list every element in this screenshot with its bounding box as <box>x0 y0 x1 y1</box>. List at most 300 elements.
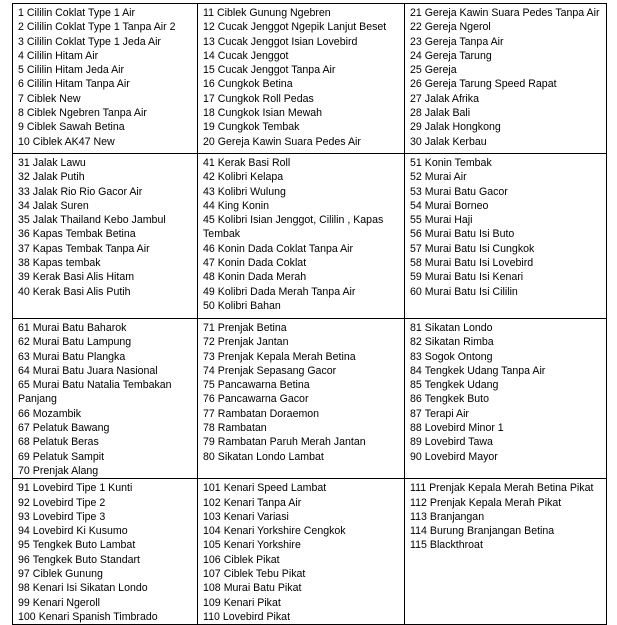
item-number: 54 <box>410 199 422 212</box>
item-title: Lovebird Tipe 2 <box>32 496 106 509</box>
item-number: 80 <box>203 450 215 463</box>
item-title: Murai Batu Isi Buto <box>424 228 515 241</box>
song-list-body <box>13 4 607 625</box>
item-number: 83 <box>410 350 422 363</box>
list-item <box>18 63 197 77</box>
item-title: Terapi Air <box>424 407 469 420</box>
list-item <box>18 596 197 610</box>
song-list-table <box>12 3 607 625</box>
list-item <box>203 335 404 349</box>
item-number: 46 <box>203 242 215 255</box>
list-item <box>410 77 606 91</box>
item-title: Jalak Suren <box>32 199 89 212</box>
item-title: Cungkok Roll Pedas <box>217 92 314 105</box>
item-title: Murai Batu Baharok <box>32 322 127 334</box>
item-title: Prenjak Jantan <box>217 336 289 349</box>
table-cell <box>198 154 405 319</box>
item-title: Gereja Kawin Suara Pedes Tanpa Air <box>424 7 600 19</box>
item-number: 7 <box>18 92 24 105</box>
list-item <box>410 285 606 299</box>
list-item <box>203 538 404 552</box>
item-title: Jalak Hongkong <box>424 121 501 134</box>
item-title: Kolibri Isian Jenggot, Cililin , Kapas Tembak <box>203 214 384 241</box>
list-item <box>18 378 197 407</box>
item-title: Ciblek Pikat <box>223 553 280 566</box>
list-item <box>18 481 197 495</box>
list-item <box>18 335 197 349</box>
list-item <box>18 407 197 421</box>
list-item <box>410 256 606 270</box>
item-title: Pancawarna Gacor <box>217 393 309 406</box>
list-item <box>410 270 606 284</box>
item-number: 61 <box>18 322 30 334</box>
list-item <box>203 20 404 34</box>
list-item <box>203 199 404 213</box>
item-title: Konin Tembak <box>424 157 492 169</box>
list-item <box>203 156 404 170</box>
list-item <box>18 464 197 478</box>
item-title: Gereja Ngerol <box>424 21 491 34</box>
list-item <box>203 77 404 91</box>
item-title: Cungkok Tembak <box>217 121 300 134</box>
item-number: 22 <box>410 21 422 34</box>
list-item <box>410 407 606 421</box>
item-title: Murai Air <box>424 171 467 184</box>
item-title: Gereja Tanpa Air <box>424 35 504 48</box>
item-number: 23 <box>410 35 422 48</box>
item-title: Kenari Tanpa Air <box>223 496 302 509</box>
list-item <box>410 185 606 199</box>
item-number: 92 <box>18 496 30 509</box>
item-title: Ciblek Gunung Ngebren <box>217 7 331 19</box>
list-item <box>18 510 197 524</box>
item-title: Ciblek Sawah Betina <box>26 121 125 134</box>
list-item <box>18 350 197 364</box>
item-number: 39 <box>18 271 30 284</box>
item-title: Pelatuk Beras <box>32 436 99 449</box>
item-number: 71 <box>203 322 215 334</box>
item-title: Cililin Hitam Jeda Air <box>26 64 125 77</box>
list-item <box>18 538 197 552</box>
item-number: 110 <box>203 610 220 623</box>
list-item <box>203 581 404 595</box>
item-title: Rambatan Doraemon <box>217 407 320 420</box>
item-number: 26 <box>410 78 422 91</box>
item-title: Kenari Speed Lambat <box>223 482 327 495</box>
item-number: 63 <box>18 350 30 363</box>
item-number: 101 <box>203 482 221 495</box>
item-number: 8 <box>18 107 24 120</box>
list-item <box>18 156 197 170</box>
item-number: 115 <box>410 539 427 552</box>
table-row <box>13 4 607 154</box>
item-title: Cililin Hitam Tanpa Air <box>26 78 130 91</box>
item-number: 59 <box>410 271 422 284</box>
list-item <box>410 170 606 184</box>
table-cell <box>198 479 405 625</box>
list-item <box>410 496 606 510</box>
item-number: 96 <box>18 553 30 566</box>
item-title: Jalak Kerbau <box>424 135 487 148</box>
list-item <box>410 335 606 349</box>
item-title: Murai Haji <box>424 214 473 227</box>
item-number: 27 <box>410 92 422 105</box>
item-title: Ciblek New <box>26 92 81 105</box>
item-title: Pancawarna Betina <box>217 379 310 392</box>
table-row <box>13 154 607 319</box>
item-title: Kenari Isi Sikatan Londo <box>32 582 148 595</box>
item-number: 73 <box>203 350 215 363</box>
list-item <box>203 364 404 378</box>
item-title: Kapas Tembak Tanpa Air <box>32 242 150 255</box>
list-item <box>203 510 404 524</box>
item-title: Kenari Spanish Timbrado <box>38 610 158 623</box>
list-item <box>18 496 197 510</box>
list-item <box>410 227 606 241</box>
item-title: Cililin Coklat Type 1 Tanpa Air 2 <box>26 21 176 34</box>
item-title: Sikatan Londo Lambat <box>217 450 324 463</box>
item-title: Kapas Tembak Betina <box>32 228 136 241</box>
item-title: Rambatan Paruh Merah Jantan <box>217 436 366 449</box>
item-number: 2 <box>18 21 24 34</box>
item-number: 37 <box>18 242 30 255</box>
list-item <box>203 185 404 199</box>
table-cell <box>13 4 198 154</box>
list-item <box>18 77 197 91</box>
item-number: 62 <box>18 336 30 349</box>
item-title: Cucak Jenggot <box>217 49 289 62</box>
item-title: Murai Batu Isi Cungkok <box>424 242 535 255</box>
list-item <box>18 421 197 435</box>
item-title: Konin Dada Coklat Tanpa Air <box>217 242 354 255</box>
item-number: 30 <box>410 135 422 148</box>
item-title: Murai Borneo <box>424 199 489 212</box>
item-number: 10 <box>18 135 30 148</box>
list-item <box>203 299 404 313</box>
list-item <box>203 270 404 284</box>
item-title: Cucak Jenggot Isian Lovebird <box>217 35 358 48</box>
item-title: Gereja Kawin Suara Pedes Air <box>217 135 361 148</box>
item-number: 65 <box>18 379 30 392</box>
list-item <box>203 421 404 435</box>
list-item <box>18 285 197 299</box>
item-title: Gereja <box>424 64 457 77</box>
list-item <box>18 35 197 49</box>
item-number: 102 <box>203 496 221 509</box>
item-number: 51 <box>410 157 422 169</box>
item-number: 77 <box>203 407 215 420</box>
list-item <box>203 35 404 49</box>
item-title: Mozambik <box>32 407 82 420</box>
list-item <box>410 156 606 170</box>
list-item <box>410 242 606 256</box>
list-item <box>18 49 197 63</box>
list-item <box>18 227 197 241</box>
item-number: 43 <box>203 185 215 198</box>
item-number: 100 <box>18 610 36 623</box>
item-number: 50 <box>203 299 215 312</box>
item-number: 79 <box>203 436 215 449</box>
item-title: Kolibri Dada Merah Tanpa Air <box>217 285 356 298</box>
item-title: Tengkek Buto Standart <box>32 553 140 566</box>
item-title: Rambatan <box>217 422 267 435</box>
list-item <box>410 538 606 552</box>
item-title: Murai Batu Pikat <box>223 582 302 595</box>
item-title: Jalak Rio Rio Gacor Air <box>32 185 143 198</box>
item-title: Jalak Afrika <box>424 92 479 105</box>
item-title: Prenjak Sepasang Gacor <box>217 364 337 377</box>
list-item <box>203 435 404 449</box>
item-title: Branjangan <box>429 510 485 523</box>
item-title: Kenari Ngeroll <box>32 596 100 609</box>
item-title: Jalak Bali <box>424 107 471 120</box>
item-number: 69 <box>18 450 30 463</box>
item-number: 70 <box>18 464 30 477</box>
item-title: Murai Batu Plangka <box>32 350 126 363</box>
item-title: Cililin Coklat Type 1 Air <box>26 7 136 19</box>
list-item <box>203 106 404 120</box>
list-item <box>18 270 197 284</box>
item-title: Blackthroat <box>429 539 483 552</box>
item-number: 76 <box>203 393 215 406</box>
item-number: 28 <box>410 107 422 120</box>
list-item <box>410 213 606 227</box>
list-item <box>410 106 606 120</box>
item-number: 5 <box>18 64 24 77</box>
table-row <box>13 479 607 625</box>
item-number: 93 <box>18 510 30 523</box>
item-number: 107 <box>203 568 221 581</box>
list-item <box>410 421 606 435</box>
item-number: 104 <box>203 525 221 538</box>
item-number: 112 <box>410 496 427 509</box>
list-item <box>203 481 404 495</box>
list-item <box>18 321 197 335</box>
item-title: Jalak Thailand Kebo Jambul <box>32 214 166 227</box>
item-title: Prenjak Betina <box>217 322 287 334</box>
item-title: Lovebird Ki Kusumo <box>32 525 128 538</box>
item-number: 97 <box>18 568 30 581</box>
item-title: Murai Batu Gacor <box>424 185 508 198</box>
item-title: Jalak Putih <box>32 171 85 184</box>
item-title: King Konin <box>217 199 270 212</box>
item-title: Prenjak Alang <box>32 464 99 477</box>
list-item <box>18 242 197 256</box>
item-number: 95 <box>18 539 30 552</box>
item-title: Lovebird Tipe 1 Kunti <box>32 482 133 495</box>
item-title: Kenari Yorkshire <box>223 539 301 552</box>
list-item <box>203 120 404 134</box>
item-number: 6 <box>18 78 24 91</box>
item-number: 24 <box>410 49 422 62</box>
item-number: 113 <box>410 510 427 523</box>
item-number: 11 <box>203 7 214 19</box>
item-number: 91 <box>18 482 30 495</box>
item-number: 1 <box>18 7 24 19</box>
item-title: Sikatan Londo <box>424 322 493 334</box>
list-item <box>18 581 197 595</box>
item-number: 47 <box>203 257 215 270</box>
item-number: 64 <box>18 364 30 377</box>
item-number: 45 <box>203 214 215 227</box>
item-number: 17 <box>203 92 215 105</box>
table-cell <box>405 154 607 319</box>
list-item <box>203 242 404 256</box>
list-item <box>18 6 197 20</box>
item-number: 90 <box>410 450 422 463</box>
table-cell <box>405 4 607 154</box>
list-item <box>18 185 197 199</box>
list-item <box>203 407 404 421</box>
list-item <box>410 35 606 49</box>
list-item <box>18 120 197 134</box>
list-item <box>203 321 404 335</box>
item-number: 41 <box>203 157 215 169</box>
item-title: Ciblek Ngebren Tanpa Air <box>26 107 147 120</box>
list-item <box>18 610 197 624</box>
item-title: Tengkek Udang Tanpa Air <box>424 364 546 377</box>
item-number: 81 <box>410 322 422 334</box>
list-item <box>18 256 197 270</box>
list-item <box>410 135 606 149</box>
item-number: 82 <box>410 336 422 349</box>
item-number: 38 <box>18 257 30 270</box>
item-number: 13 <box>203 35 215 48</box>
item-title: Gereja Tarung Speed Rapat <box>424 78 557 91</box>
item-number: 88 <box>410 422 422 435</box>
item-number: 29 <box>410 121 422 134</box>
item-number: 21 <box>410 7 422 19</box>
item-number: 109 <box>203 596 221 609</box>
item-number: 48 <box>203 271 215 284</box>
list-item <box>203 63 404 77</box>
list-item <box>203 256 404 270</box>
item-number: 12 <box>203 21 215 34</box>
item-title: Cungkok Isian Mewah <box>217 107 323 120</box>
item-number: 18 <box>203 107 215 120</box>
item-title: Ciblek Tebu Pikat <box>223 568 306 581</box>
list-item <box>203 378 404 392</box>
item-title: Konin Dada Coklat <box>217 257 307 270</box>
list-item <box>410 450 606 464</box>
list-item <box>203 213 404 242</box>
list-item <box>203 567 404 581</box>
list-item <box>410 199 606 213</box>
list-item <box>410 378 606 392</box>
list-item <box>410 510 606 524</box>
item-title: Cililin Coklat Type 1 Jeda Air <box>26 35 161 48</box>
item-number: 34 <box>18 199 30 212</box>
item-number: 98 <box>18 582 30 595</box>
item-number: 55 <box>410 214 422 227</box>
item-number: 36 <box>18 228 30 241</box>
item-title: Kerak Basi Roll <box>217 157 291 169</box>
list-item <box>203 553 404 567</box>
item-number: 75 <box>203 379 215 392</box>
item-title: Murai Batu Lampung <box>32 336 132 349</box>
item-title: Konin Dada Merah <box>217 271 307 284</box>
list-item <box>410 321 606 335</box>
item-title: Murai Batu Juara Nasional <box>32 364 158 377</box>
list-item <box>203 596 404 610</box>
item-title: Murai Batu Natalia Tembakan Panjang <box>18 379 172 406</box>
item-title: Lovebird Tipe 3 <box>32 510 106 523</box>
item-number: 72 <box>203 336 215 349</box>
item-number: 86 <box>410 393 422 406</box>
item-number: 68 <box>18 436 30 449</box>
list-item <box>410 524 606 538</box>
list-item <box>18 553 197 567</box>
item-title: Lovebird Tawa <box>424 436 493 449</box>
item-title: Kerak Basi Alis Putih <box>32 285 131 298</box>
item-title: Kenari Variasi <box>223 510 289 523</box>
list-item <box>203 135 404 149</box>
item-title: Murai Batu Isi Kenari <box>424 271 524 284</box>
item-number: 87 <box>410 407 422 420</box>
list-item <box>410 435 606 449</box>
list-item <box>18 199 197 213</box>
list-item <box>203 610 404 624</box>
item-title: Cililin Hitam Air <box>26 49 99 62</box>
item-number: 66 <box>18 407 30 420</box>
item-number: 3 <box>18 35 24 48</box>
item-title: Kolibri Bahan <box>217 299 281 312</box>
item-number: 42 <box>203 171 215 184</box>
item-number: 74 <box>203 364 215 377</box>
table-row <box>13 319 607 479</box>
table-cell <box>13 319 198 479</box>
item-title: Murai Batu Isi Cililin <box>424 285 518 298</box>
item-title: Tengkek Buto <box>424 393 489 406</box>
item-number: 99 <box>18 596 30 609</box>
item-number: 25 <box>410 64 422 77</box>
item-number: 4 <box>18 49 24 62</box>
item-number: 35 <box>18 214 30 227</box>
item-number: 33 <box>18 185 30 198</box>
item-number: 103 <box>203 510 221 523</box>
list-item <box>18 170 197 184</box>
item-title: Kolibri Wulung <box>217 185 286 198</box>
list-item <box>410 63 606 77</box>
list-item <box>410 350 606 364</box>
item-title: Burung Branjangan Betina <box>429 525 555 538</box>
item-number: 58 <box>410 257 422 270</box>
item-number: 85 <box>410 379 422 392</box>
list-item <box>203 49 404 63</box>
item-title: Murai Batu Isi Lovebird <box>424 257 534 270</box>
list-item <box>203 496 404 510</box>
list-item <box>410 92 606 106</box>
item-number: 60 <box>410 285 422 298</box>
list-item <box>203 170 404 184</box>
item-number: 32 <box>18 171 30 184</box>
item-number: 111 <box>410 482 427 495</box>
item-title: Kenari Yorkshire Cengkok <box>223 525 346 538</box>
item-title: Kerak Basi Alis Hitam <box>32 271 135 284</box>
item-title: Pelatuk Bawang <box>32 422 110 435</box>
item-number: 16 <box>203 78 215 91</box>
item-title: Sogok Ontong <box>424 350 493 363</box>
list-item <box>18 524 197 538</box>
item-title: Kolibri Kelapa <box>217 171 284 184</box>
table-cell <box>13 154 198 319</box>
item-number: 84 <box>410 364 422 377</box>
table-cell <box>198 319 405 479</box>
item-title: Cungkok Betina <box>217 78 293 91</box>
item-title: Prenjak Kepala Merah Pikat <box>429 496 562 509</box>
table-cell <box>405 479 607 625</box>
list-item <box>18 450 197 464</box>
